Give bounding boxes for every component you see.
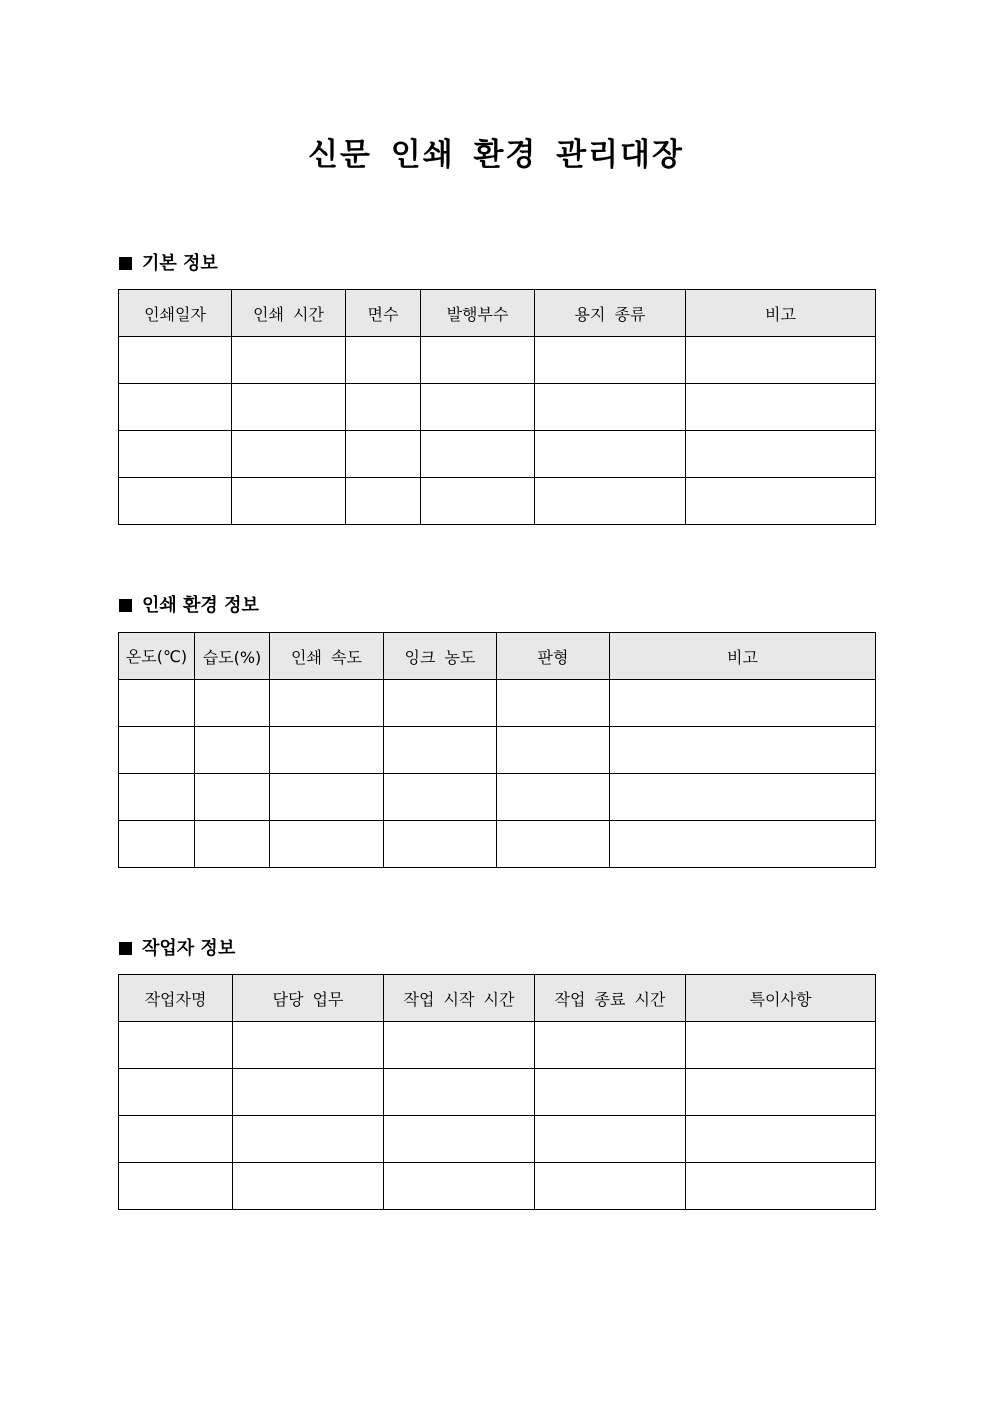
table-cell[interactable] — [384, 1116, 535, 1163]
table-cell[interactable] — [232, 478, 346, 525]
table-cell[interactable] — [497, 774, 610, 821]
table-cell[interactable] — [346, 431, 421, 478]
table-cell[interactable] — [119, 431, 232, 478]
table-row — [119, 478, 876, 525]
basic-info-table — [118, 289, 876, 525]
table-row — [119, 1022, 876, 1069]
table-cell[interactable] — [535, 478, 686, 525]
table-cell[interactable] — [535, 431, 686, 478]
table-cell[interactable] — [421, 478, 535, 525]
table-cell[interactable] — [232, 337, 346, 384]
section-heading-worker — [119, 936, 235, 962]
table-row — [119, 1069, 876, 1116]
table-row — [119, 337, 876, 384]
table-row — [119, 774, 876, 821]
table-cell[interactable] — [119, 821, 195, 868]
table-cell[interactable] — [384, 1069, 535, 1116]
column-header-print-speed: 인쇄 속도 — [270, 633, 384, 680]
table-cell[interactable] — [195, 821, 270, 868]
table-cell[interactable] — [535, 1069, 686, 1116]
table-cell[interactable] — [270, 680, 384, 727]
page-title: 신문 인쇄 환경 관리대장 — [308, 137, 684, 173]
table-cell[interactable] — [384, 1163, 535, 1210]
table-cell[interactable] — [610, 680, 876, 727]
column-header-print-time: 인쇄 시간 — [232, 290, 346, 337]
table-cell[interactable] — [346, 478, 421, 525]
table-cell[interactable] — [346, 337, 421, 384]
table-cell[interactable] — [346, 384, 421, 431]
column-header-humidity: 습도(%) — [195, 633, 270, 680]
table-cell[interactable] — [233, 1022, 384, 1069]
section-heading-basic — [119, 251, 218, 277]
column-header-assigned-task: 담당 업무 — [233, 975, 384, 1022]
table-cell[interactable] — [686, 1116, 876, 1163]
worker-info-table — [118, 974, 876, 1210]
table-cell[interactable] — [384, 727, 497, 774]
column-header-remarks: 비고 — [686, 290, 876, 337]
table-cell[interactable] — [610, 727, 876, 774]
table-row — [119, 821, 876, 868]
table-cell[interactable] — [421, 337, 535, 384]
table-cell[interactable] — [270, 774, 384, 821]
table-cell[interactable] — [421, 431, 535, 478]
table-cell[interactable] — [119, 478, 232, 525]
table-cell[interactable] — [384, 680, 497, 727]
table-cell[interactable] — [232, 384, 346, 431]
table-cell[interactable] — [119, 1022, 233, 1069]
table-cell[interactable] — [119, 680, 195, 727]
table-header-row — [119, 633, 876, 680]
table-header-row — [119, 975, 876, 1022]
table-cell[interactable] — [610, 821, 876, 868]
column-header-end-time: 작업 종료 시간 — [535, 975, 686, 1022]
table-cell[interactable] — [384, 821, 497, 868]
table-cell[interactable] — [610, 774, 876, 821]
table-cell[interactable] — [497, 821, 610, 868]
table-header-row — [119, 290, 876, 337]
table-cell[interactable] — [535, 1163, 686, 1210]
table-cell[interactable] — [686, 478, 876, 525]
table-cell[interactable] — [686, 1163, 876, 1210]
section-heading-environment — [119, 593, 259, 619]
table-cell[interactable] — [686, 384, 876, 431]
column-header-worker-name: 작업자명 — [119, 975, 233, 1022]
table-row — [119, 727, 876, 774]
table-cell[interactable] — [686, 1069, 876, 1116]
column-header-notes: 특이사항 — [686, 975, 876, 1022]
section-heading-basic-label: 기본 정보 — [142, 253, 218, 274]
column-header-paper-type: 용지 종류 — [535, 290, 686, 337]
table-cell[interactable] — [497, 680, 610, 727]
column-header-circulation: 발행부수 — [421, 290, 535, 337]
table-cell[interactable] — [535, 337, 686, 384]
column-header-print-date: 인쇄일자 — [119, 290, 232, 337]
table-cell[interactable] — [195, 680, 270, 727]
table-cell[interactable] — [384, 774, 497, 821]
column-header-plate-size: 판형 — [497, 633, 610, 680]
table-cell[interactable] — [119, 1116, 233, 1163]
column-header-ink-density: 잉크 농도 — [384, 633, 497, 680]
environment-info-table — [118, 632, 876, 868]
table-cell[interactable] — [384, 1022, 535, 1069]
table-row — [119, 1163, 876, 1210]
section-heading-worker-label: 작업자 정보 — [142, 938, 236, 959]
table-cell[interactable] — [232, 431, 346, 478]
table-cell[interactable] — [119, 1069, 233, 1116]
table-cell[interactable] — [686, 337, 876, 384]
table-cell[interactable] — [686, 1022, 876, 1069]
square-bullet-icon — [119, 599, 132, 612]
table-cell[interactable] — [195, 727, 270, 774]
table-cell[interactable] — [535, 1116, 686, 1163]
column-header-start-time: 작업 시작 시간 — [384, 975, 535, 1022]
table-cell[interactable] — [119, 727, 195, 774]
table-cell[interactable] — [233, 1116, 384, 1163]
table-cell[interactable] — [270, 821, 384, 868]
square-bullet-icon — [119, 257, 132, 270]
table-cell[interactable] — [233, 1163, 384, 1210]
table-cell[interactable] — [119, 337, 232, 384]
table-cell[interactable] — [535, 1022, 686, 1069]
column-header-remarks: 비고 — [610, 633, 876, 680]
table-cell[interactable] — [195, 774, 270, 821]
table-row — [119, 431, 876, 478]
table-cell[interactable] — [233, 1069, 384, 1116]
square-bullet-icon — [119, 942, 132, 955]
table-cell[interactable] — [497, 727, 610, 774]
table-cell[interactable] — [535, 384, 686, 431]
table-cell[interactable] — [119, 774, 195, 821]
column-header-page-count: 면수 — [346, 290, 421, 337]
table-row — [119, 1116, 876, 1163]
table-cell[interactable] — [270, 727, 384, 774]
table-cell[interactable] — [119, 1163, 233, 1210]
table-cell[interactable] — [421, 384, 535, 431]
table-row — [119, 680, 876, 727]
column-header-temperature: 온도(℃) — [119, 633, 195, 680]
table-cell[interactable] — [119, 384, 232, 431]
section-heading-environment-label: 인쇄 환경 정보 — [142, 595, 259, 616]
table-cell[interactable] — [686, 431, 876, 478]
table-row — [119, 384, 876, 431]
